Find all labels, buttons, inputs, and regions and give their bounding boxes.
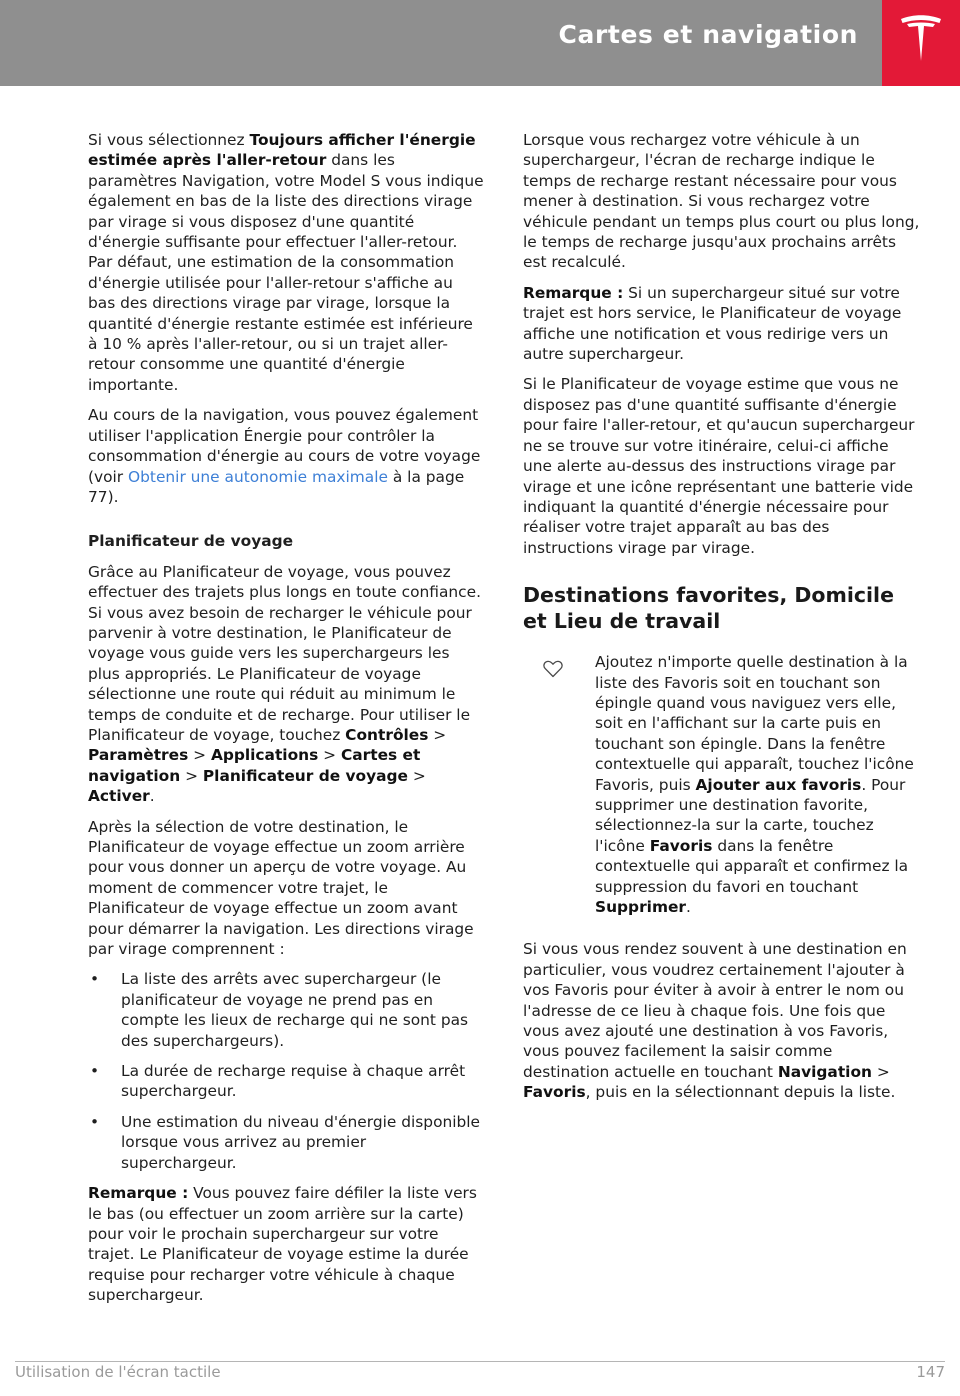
- text: Grâce au Planificateur de voyage, vous pouvez effectuer des trajets plus longs en toute confiance. Si vous avez besoin de recharger le véhicule pour parvenir à votre destination, le Planificateur de voyage vous guide vers les superchargeurs les plus appropriés. Le Planificateur de voyage sélectionne une route qui réduit au minimum le temps de conduite et de recharge. Pour utiliser le Planificateur de voyage, touchez: [88, 562, 482, 744]
- text: dans les paramètres Navigation, votre Model S vous indique également en bas de la liste des directions virage par virage si vous disposez d'une quantité d'énergie suffisante pour effectuer l'aller-retour. Par défaut, une estimation de la consommation d'énergie utilisée pour l'aller-retour s'affiche au bas des directions virage par virage, lorsque la quantité d'énergie restante estimée est inférieure à 10 % après l'aller-retour, ou si un trajet aller-retour consomme une quantité d'énergie importante.: [88, 151, 484, 394]
- note-supercharger: [523, 283, 921, 365]
- note-scroll: [88, 1183, 484, 1305]
- separator: >: [180, 766, 203, 785]
- header-band: [0, 0, 960, 86]
- menu-path-item: Planificateur de voyage: [202, 766, 408, 785]
- button-name: Ajouter aux favoris: [695, 775, 862, 794]
- menu-path-item: Applications: [210, 746, 319, 765]
- menu-path-item: Contrôles: [345, 725, 429, 744]
- separator: >: [408, 766, 426, 785]
- text: .: [686, 898, 691, 916]
- list-item: • La liste des arrêts avec superchargeur (le planificateur de voyage ne prend pas en compte les lieux de recharge qui ne sont pas des superchargeurs).: [88, 969, 484, 1051]
- favorites-callout: [523, 652, 921, 917]
- page-number: 147: [916, 1363, 945, 1381]
- paragraph-charging-screen: Lorsque vous rechargez votre véhicule à un superchargeur, l'écran de recharge indique le temps de recharge restant nécessaire pour vous mener à destination. Si vous rechargez votre véhicule pendant un temps plus court ou plus long, le temps de recharge jusqu'aux prochains arrêts est recalculé.: [523, 131, 920, 272]
- paragraph-overview: Après la sélection de votre destination, le Planificateur de voyage effectue un zoom arrière pour vous donner un aperçu de votre voyage. Au moment de commencer votre trajet, le Planificateur de voyage effectue un zoom avant pour démarrer la navigation. Les directions virage par virage comprennent :: [88, 817, 474, 959]
- text: , puis en la sélectionnant depuis la liste.: [585, 1083, 896, 1102]
- note-label: Remarque :: [88, 1184, 189, 1203]
- list-item: • La durée de recharge requise à chaque arrêt superchargeur.: [88, 1061, 484, 1102]
- separator: >: [871, 1062, 890, 1081]
- text: Au cours de la navigation, vous pouvez également utiliser l'application Énergie pour contrôler la consommation d'énergie au cours de votre voyage (voir: [88, 406, 481, 486]
- text: .: [149, 787, 155, 806]
- menu-path-item: Paramètres: [88, 746, 189, 765]
- text: Si vous vous rendez souvent à une destination en particulier, vous voudrez certainement l'ajouter à vos Favoris pour éviter à avoir à entrer le nom ou l'adresse de ce lieu à chaque fois. Une fois que vous avez ajouté une destination à vos Favoris, vous pouvez facilement la saisir comme destination actuelle en touchant: [523, 940, 907, 1081]
- paragraph-energy-app: [88, 405, 484, 507]
- footer-divider: [15, 1361, 945, 1362]
- logo-box: [882, 0, 960, 86]
- text: Vous pouvez faire défiler la liste vers le bas (ou effectuer un zoom arrière sur la carte) pour voir le prochain superchargeur sur votre trajet. Le Planificateur de voyage estime la durée requise pour recharger votre véhicule à chaque superchargeur.: [88, 1184, 477, 1305]
- tesla-logo-icon: [899, 15, 943, 63]
- right-column: [523, 130, 921, 1113]
- separator: >: [188, 746, 211, 765]
- subheading-trip-planner: Planificateur de voyage: [88, 532, 294, 551]
- menu-path-item: Navigation: [777, 1062, 872, 1081]
- button-name: Supprimer: [595, 898, 687, 916]
- page-reference-link[interactable]: Obtenir une autonomie maximale: [128, 467, 388, 486]
- setting-name: Toujours afficher l'énergie estimée après l'aller-retour: [88, 131, 476, 170]
- heart-outline-icon: [543, 660, 563, 678]
- note-label: Remarque :: [523, 283, 624, 302]
- section-heading-favorites: Destinations favorites, Domicile et Lieu de travail: [523, 583, 894, 634]
- text: Ajoutez n'importe quelle destination à la liste des Favoris soit en touchant son épingle quand vous naviguez vers elle, soit en l'affichant sur la carte puis en touchant son épingle. Dans la fenêtre contextuelle qui apparaît, touchez l'icône Favoris, puis: [595, 653, 914, 794]
- menu-path-item: Activer: [88, 787, 150, 806]
- text: . Pour supprimer une destination favorite, sélectionnez-la sur la carte, touchez l'icône: [595, 775, 906, 855]
- paragraph-frequent-destination: [523, 939, 921, 1102]
- footer-section-title: Utilisation de l'écran tactile: [15, 1363, 221, 1381]
- separator: >: [318, 746, 341, 765]
- text: Si un superchargeur situé sur votre trajet est hors service, le Planificateur de voyage affiche une notification et vous redirige vers un autre superchargeur.: [523, 283, 902, 364]
- paragraph-round-trip: [88, 130, 484, 395]
- menu-path-item: Favoris: [523, 1083, 586, 1102]
- text: dans la fenêtre contextuelle qui apparaît et confirmez la suppression du favori en touchant: [595, 836, 909, 896]
- list-item: • Une estimation du niveau d'énergie disponible lorsque vous arrivez au premier superchargeur.: [88, 1112, 484, 1173]
- paragraph-trip-planner: [88, 562, 484, 807]
- page-title: Cartes et navigation: [558, 20, 858, 49]
- paragraph-add-favorite: [595, 652, 921, 917]
- button-name: Favoris: [649, 836, 713, 855]
- left-column: [88, 130, 484, 1316]
- menu-path-item: Cartes et navigation: [88, 746, 421, 785]
- text: Si vous sélectionnez: [88, 131, 250, 149]
- separator: >: [428, 725, 447, 744]
- paragraph-energy-alert: Si le Planificateur de voyage estime que vous ne disposez pas d'une quantité suffisante d'énergie pour faire l'aller-retour, et qu'aucun superchargeur ne se trouve sur votre itinéraire, celui-ci affiche une alerte au-dessus des instructions virage par virage et une icône représentant une batterie vide indiquant la quantité d'énergie nécessaire pour réaliser votre trajet apparaît au bas des instructions virage par virage.: [523, 375, 915, 557]
- text: à la page 77).: [88, 467, 465, 506]
- turn-by-turn-list: [88, 969, 484, 1173]
